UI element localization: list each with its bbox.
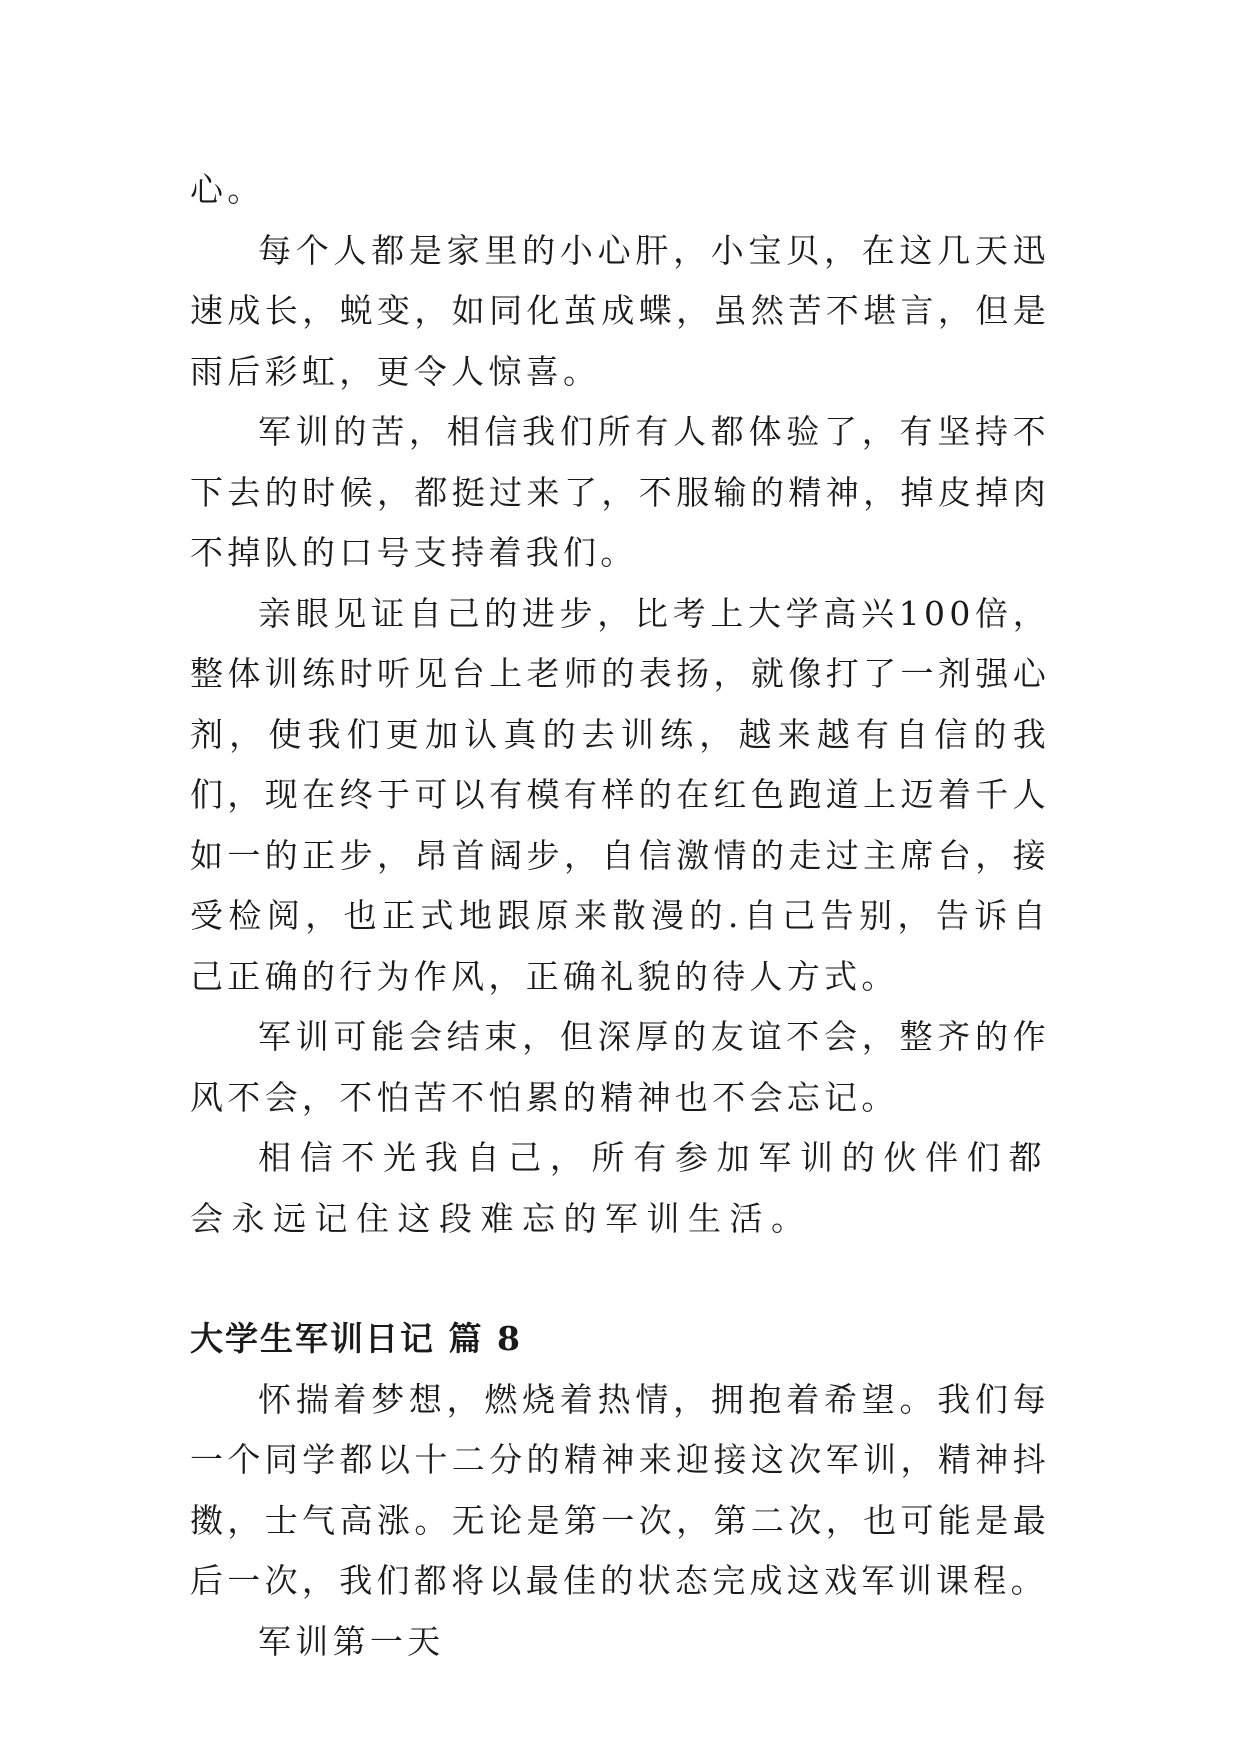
paragraph-continuation: 心。 — [190, 170, 265, 209]
document-body — [190, 160, 1050, 1672]
paragraph: 军训的苦，相信我们所有人都体验了，有坚持不下去的时候，都挺过来了，不服输的精神，掉皮掉肉不掉队的口号支持着我们。 — [190, 412, 1050, 572]
paragraph: 军训第一天 — [258, 1621, 445, 1661]
paragraph: 军训可能会结束，但深厚的友谊不会，整齐的作风不会，不怕苦不怕累的精神也不会忘记。 — [190, 1017, 1050, 1117]
paragraph: 每个人都是家里的小心肝，小宝贝，在这几天迅速成长，蜕变，如同化茧成蝶，虽然苦不堪言，但是雨后彩虹，更令人惊喜。 — [190, 230, 1050, 391]
section-spacer — [190, 1249, 1050, 1309]
paragraph: 相信不光我自己，所有参加军训的伙伴们都会永远记住这段难忘的军训生活。 — [190, 1138, 1050, 1238]
section-heading: 大学生军训日记 篇 8 — [190, 1319, 522, 1358]
paragraph: 亲眼见证自己的进步，比考上大学高兴100倍，整体训练时听见台上老师的表扬，就像打了一剂强心剂，使我们更加认真的去训练，越来越有自信的我们，现在终于可以有模有样的在红色跑道上迈着千人如一的正步，昂首阔步，自信激情的走过主席台，接受检阅，也正式地跟原来散漫的.自己告别，告诉自己正确的行为作风，正确礼貌的待人方式。 — [190, 593, 1050, 996]
paragraph: 怀揣着梦想，燃烧着热情，拥抱着希望。我们每一个同学都以十二分的精神来迎接这次军训，精神抖擞，士气高涨。无论是第一次，第二次，也可能是最后一次，我们都将以最佳的状态完成这戏军训课程。 — [190, 1379, 1050, 1600]
